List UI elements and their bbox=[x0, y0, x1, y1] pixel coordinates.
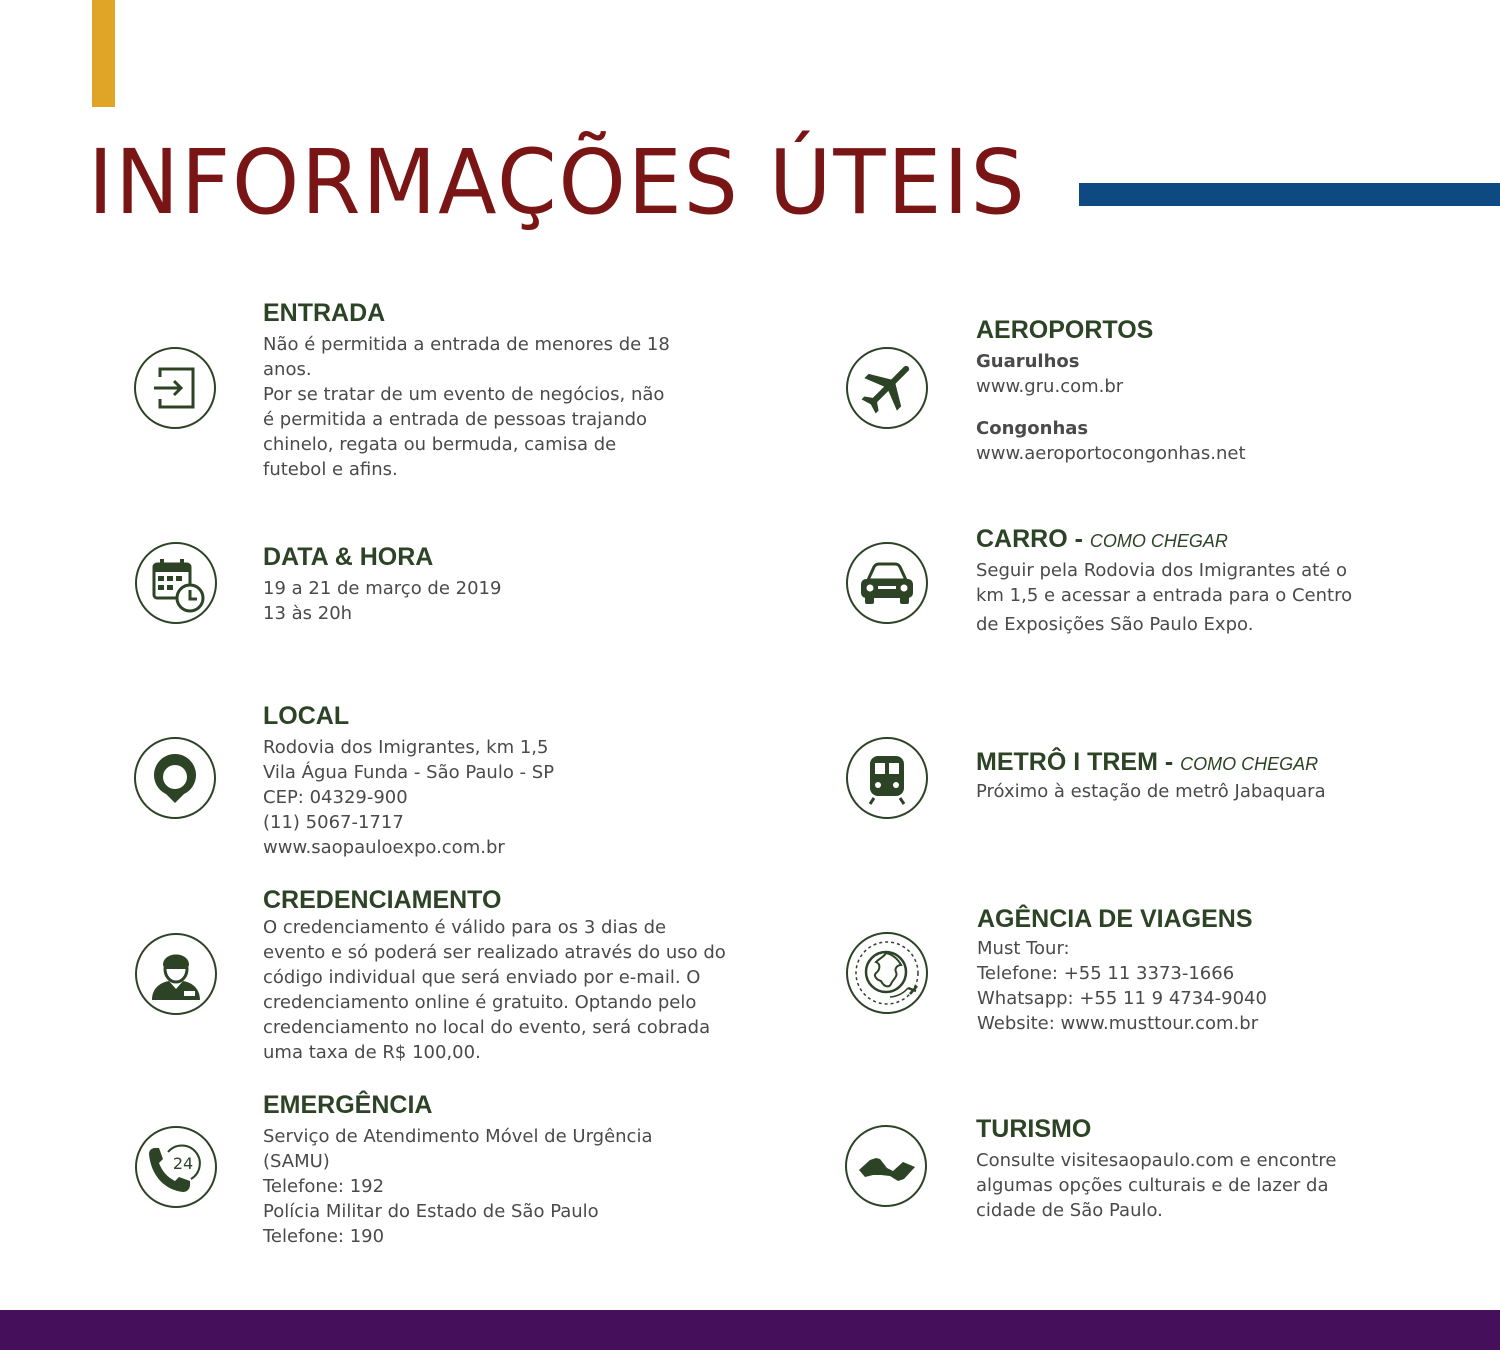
turismo-heading: TURISMO bbox=[976, 1115, 1092, 1143]
aeroportos-heading: AEROPORTOS bbox=[976, 316, 1154, 344]
entrada-line: Por se tratar de um evento de negócios, não bbox=[263, 383, 665, 405]
emergencia-line: (SAMU) bbox=[263, 1150, 330, 1172]
local-section bbox=[263, 703, 554, 860]
map-pin-icon bbox=[134, 737, 216, 819]
airport-link[interactable]: www.aeroportocongonhas.net bbox=[976, 442, 1246, 464]
emergencia-line: Telefone: 192 bbox=[263, 1175, 385, 1197]
carro-subheading: COMO CHEGAR bbox=[1089, 531, 1228, 551]
entrada-section bbox=[263, 300, 670, 482]
carro-heading-text: CARRO - bbox=[976, 525, 1083, 553]
metro-line: Próximo à estação de metrô Jabaquara bbox=[976, 780, 1326, 802]
emergencia-line: Telefone: 190 bbox=[263, 1225, 385, 1247]
blue-title-rule bbox=[1079, 183, 1500, 206]
carro-line: de Exposições São Paulo Expo. bbox=[976, 613, 1254, 635]
data-hora-line: 19 a 21 de março de 2019 bbox=[263, 577, 502, 599]
local-line: Rodovia dos Imigrantes, km 1,5 bbox=[263, 736, 549, 758]
credenciamento-line: uma taxa de R$ 100,00. bbox=[263, 1041, 481, 1063]
credenciamento-line: credenciamento online é gratuito. Optando pelo bbox=[263, 991, 697, 1013]
carro-section bbox=[976, 526, 1352, 637]
carro-line: km 1,5 e acessar a entrada para o Centro bbox=[976, 584, 1353, 606]
attendant-icon bbox=[135, 933, 217, 1015]
page-title: INFORMAÇÕES ÚTEIS bbox=[88, 130, 1027, 234]
emergencia-section bbox=[263, 1092, 653, 1249]
footer-band bbox=[0, 1310, 1500, 1350]
airplane-icon bbox=[846, 347, 928, 429]
data-hora-line: 13 às 20h bbox=[263, 602, 353, 624]
airport-name: Congonhas bbox=[976, 417, 1089, 439]
phone-24-icon bbox=[135, 1126, 217, 1208]
turismo-line: algumas opções culturais e de lazer da bbox=[976, 1174, 1329, 1196]
exit-icon bbox=[134, 347, 216, 429]
agencia-line[interactable]: Website: www.musttour.com.br bbox=[977, 1012, 1259, 1034]
data-hora-heading: DATA & HORA bbox=[263, 543, 434, 571]
local-line: Vila Água Funda - São Paulo - SP bbox=[263, 761, 555, 783]
emergencia-line: Serviço de Atendimento Móvel de Urgência bbox=[263, 1125, 653, 1147]
turismo-line: Consulte visitesaopaulo.com e encontre bbox=[976, 1149, 1337, 1171]
data-hora-section bbox=[263, 544, 501, 626]
carro-heading bbox=[976, 526, 1352, 554]
turismo-line: cidade de São Paulo. bbox=[976, 1199, 1163, 1221]
phone-24-label: 24 bbox=[172, 1153, 193, 1173]
local-line: CEP: 04329-900 bbox=[263, 786, 408, 808]
local-heading: LOCAL bbox=[263, 702, 350, 730]
airport-name: Guarulhos bbox=[976, 350, 1080, 372]
agencia-line: Whatsapp: +55 11 9 4734-9040 bbox=[977, 987, 1267, 1009]
metro-subheading: COMO CHEGAR bbox=[1180, 754, 1319, 774]
train-icon bbox=[846, 737, 928, 819]
airport-link[interactable]: www.gru.com.br bbox=[976, 375, 1124, 397]
yellow-accent-bar bbox=[92, 0, 115, 107]
emergencia-heading: EMERGÊNCIA bbox=[263, 1091, 433, 1119]
credenciamento-section bbox=[263, 887, 726, 1065]
credenciamento-line: evento e só poderá ser realizado através do uso do bbox=[263, 941, 726, 963]
metro-heading bbox=[976, 749, 1326, 777]
car-icon bbox=[846, 542, 928, 624]
agencia-line: Telefone: +55 11 3373-1666 bbox=[977, 962, 1235, 984]
entrada-heading: ENTRADA bbox=[263, 299, 386, 327]
entrada-line: Não é permitida a entrada de menores de 18 bbox=[263, 333, 670, 355]
metro-heading-text: METRÔ I TREM - bbox=[976, 748, 1174, 776]
entrada-line: é permitida a entrada de pessoas trajando bbox=[263, 408, 648, 430]
calendar-clock-icon bbox=[135, 542, 217, 624]
turismo-section bbox=[976, 1116, 1336, 1223]
agencia-heading: AGÊNCIA DE VIAGENS bbox=[977, 905, 1253, 933]
credenciamento-line: código individual que será enviado por e-mail. O bbox=[263, 966, 701, 988]
credenciamento-heading: CREDENCIAMENTO bbox=[263, 886, 502, 914]
local-line[interactable]: www.saopauloexpo.com.br bbox=[263, 836, 505, 858]
credenciamento-line: credenciamento no local do evento, será cobrada bbox=[263, 1016, 711, 1038]
agencia-section bbox=[977, 906, 1267, 1036]
entrada-line: futebol e afins. bbox=[263, 458, 398, 480]
metro-section bbox=[976, 749, 1326, 804]
sao-paulo-state-icon bbox=[845, 1125, 927, 1207]
aeroportos-section bbox=[976, 317, 1246, 466]
emergencia-line: Polícia Militar do Estado de São Paulo bbox=[263, 1200, 599, 1222]
carro-line: Seguir pela Rodovia dos Imigrantes até o bbox=[976, 559, 1348, 581]
entrada-line: chinelo, regata ou bermuda, camisa de bbox=[263, 433, 617, 455]
globe-plane-icon bbox=[846, 932, 928, 1014]
entrada-line: anos. bbox=[263, 358, 312, 380]
agencia-line: Must Tour: bbox=[977, 937, 1070, 959]
credenciamento-line: O credenciamento é válido para os 3 dias de bbox=[263, 916, 667, 938]
local-line: (11) 5067-1717 bbox=[263, 811, 404, 833]
